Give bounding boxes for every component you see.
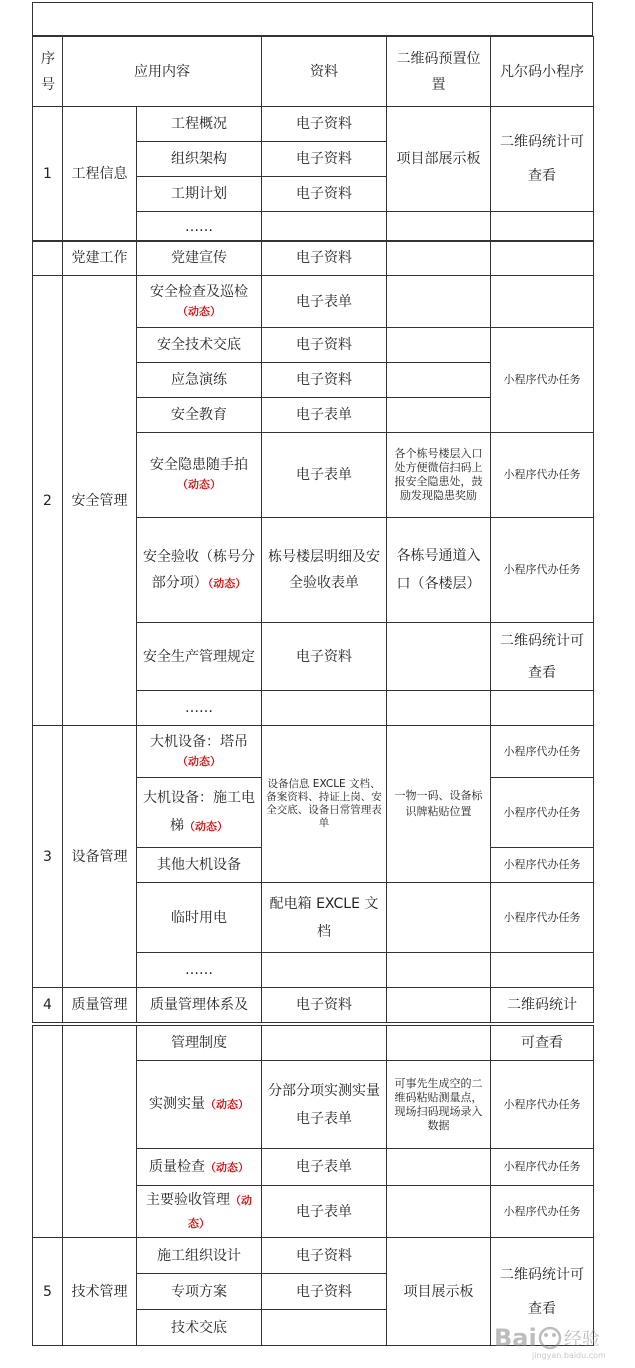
header-qr-position: 二维码预置位置 <box>387 37 491 107</box>
empty-cell <box>491 691 594 726</box>
item-name <box>137 778 262 848</box>
item-name: 其他大机设备 <box>137 848 262 883</box>
item-name-text: 安全隐患随手拍 <box>150 457 248 473</box>
table-row <box>33 1238 594 1274</box>
item-name: 安全教育 <box>137 398 262 433</box>
empty-cell <box>387 212 491 242</box>
empty-cell <box>387 328 491 363</box>
mini-program: 小程序代办任务 <box>491 726 594 778</box>
table-row <box>33 726 594 778</box>
header-content: 应用内容 <box>63 37 262 107</box>
item-name: 安全生产管理规定 <box>137 623 262 691</box>
mini-program: 二维码统计可查看 <box>491 107 594 212</box>
item-material: 配电箱 EXCLE 文档 <box>262 883 387 953</box>
empty-cell <box>262 212 387 242</box>
item-material: 电子资料 <box>262 177 387 212</box>
mini-program: 小程序代办任务 <box>491 518 594 623</box>
qr-position: 项目部展示板 <box>387 107 491 212</box>
empty-cell <box>63 1026 137 1238</box>
item-name-text: 实测实量 <box>149 1096 205 1112</box>
mini-program: 小程序代办任务 <box>491 848 594 883</box>
header-material: 资料 <box>262 37 387 107</box>
empty-cell <box>262 691 387 726</box>
item-material: 分部分项实测实量电子表单 <box>262 1061 387 1149</box>
svg-text:经验: 经验 <box>564 1329 600 1350</box>
header-seq: 序号 <box>33 37 63 107</box>
svg-text:jingyan.baidu.com: jingyan.baidu.com <box>532 1351 606 1360</box>
empty-cell <box>387 953 491 988</box>
section-number: 4 <box>33 988 63 1023</box>
item-material: 电子表单 <box>262 398 387 433</box>
qr-position: 各个栋号楼层入口处方便微信扫码上报安全隐患处，鼓励发现隐患奖励 <box>387 433 491 518</box>
section-number: 5 <box>33 1238 63 1346</box>
mini-program: 二维码统计可查看 <box>491 623 594 691</box>
empty-cell <box>262 1026 387 1061</box>
section-number: 3 <box>33 726 63 988</box>
qr-position: 一物一码、设备标识牌粘贴位置 <box>387 726 491 883</box>
item-name <box>137 518 262 623</box>
ellipsis: …… <box>137 212 262 242</box>
item-name: 工程概况 <box>137 107 262 142</box>
item-name <box>137 1061 262 1149</box>
item-name: 施工组织设计 <box>137 1238 262 1274</box>
section-category: 设备管理 <box>63 726 137 988</box>
dynamic-tag: （动态） <box>205 1160 249 1174</box>
item-material: 电子表单 <box>262 1186 387 1238</box>
empty-cell <box>387 1026 491 1061</box>
mini-program: 小程序代办任务 <box>491 328 594 433</box>
dynamic-tag: （动态） <box>205 1098 249 1111</box>
item-name <box>137 1186 262 1238</box>
item-name-text: 质量检查 <box>149 1158 205 1175</box>
header-row <box>33 37 594 107</box>
qr-position: 各栋号通道入口（各楼层） <box>387 518 491 623</box>
item-material: 电子表单 <box>262 433 387 518</box>
section-number: 2 <box>33 276 63 726</box>
section-category: 质量管理 <box>63 988 137 1023</box>
empty-cell <box>387 276 491 328</box>
item-name: 组织架构 <box>137 142 262 177</box>
empty-cell <box>33 1026 63 1238</box>
empty-cell <box>387 363 491 398</box>
item-material: 电子表单 <box>262 1149 387 1186</box>
item-name-text: 安全检查及巡检 <box>150 283 248 300</box>
empty-cell <box>387 1186 491 1238</box>
mini-program: 二维码统计 <box>491 988 594 1023</box>
item-name <box>137 433 262 518</box>
item-name: 质量管理体系及 <box>137 988 262 1023</box>
mini-program: 小程序代办任务 <box>491 433 594 518</box>
empty-cell <box>387 398 491 433</box>
item-name: 安全技术交底 <box>137 328 262 363</box>
item-name: 工期计划 <box>137 177 262 212</box>
qr-position: 项目展示板 <box>387 1238 491 1346</box>
mini-program: 可查看 <box>491 1026 594 1061</box>
dynamic-tag: （动态） <box>188 1193 252 1230</box>
mini-program: 二维码统计可查看 <box>491 1238 594 1346</box>
table-block-3 <box>32 1025 594 1346</box>
empty-cell <box>33 241 63 276</box>
item-name-text: 主要验收管理 <box>146 1191 230 1208</box>
title-row-blank <box>32 2 593 36</box>
table-row <box>33 107 594 142</box>
item-material: 电子资料 <box>262 241 387 276</box>
empty-cell <box>387 241 491 276</box>
dynamic-tag: （动态） <box>207 576 247 590</box>
item-material: 电子资料 <box>262 107 387 142</box>
item-material: 电子表单 <box>262 276 387 328</box>
table-row <box>33 241 594 276</box>
svg-text:Bai: Bai <box>494 1324 537 1352</box>
item-material: 电子资料 <box>262 1274 387 1310</box>
dynamic-tag: （动态） <box>177 478 221 491</box>
table-row <box>33 988 594 1023</box>
section-category: 工程信息 <box>63 107 137 242</box>
empty-cell <box>387 1149 491 1186</box>
item-name: 技术交底 <box>137 1310 262 1346</box>
header-mini-program: 凡尔码小程序 <box>491 37 594 107</box>
empty-cell <box>262 953 387 988</box>
section-category: 技术管理 <box>63 1238 137 1346</box>
item-material: 电子资料 <box>262 328 387 363</box>
section-category: 安全管理 <box>63 276 137 726</box>
item-material: 栋号楼层明细及安全验收表单 <box>262 518 387 623</box>
item-material: 设备信息 EXCLE 文档、备案资料、持证上岗、安全交底、设备日常管理表单 <box>262 726 387 883</box>
table-row <box>33 1026 594 1061</box>
mini-program: 小程序代办任务 <box>491 883 594 953</box>
empty-cell <box>491 276 594 328</box>
item-name: 专项方案 <box>137 1274 262 1310</box>
item-material: 电子资料 <box>262 1238 387 1274</box>
ellipsis: …… <box>137 691 262 726</box>
item-material: 电子资料 <box>262 363 387 398</box>
item-name <box>137 276 262 328</box>
item-material: 电子资料 <box>262 988 387 1023</box>
item-name <box>137 1149 262 1186</box>
empty-cell <box>491 212 594 242</box>
item-name: 应急演练 <box>137 363 262 398</box>
item-name: 党建宣传 <box>137 241 262 276</box>
item-name <box>137 726 262 778</box>
section-number: 1 <box>33 107 63 242</box>
empty-cell <box>387 623 491 691</box>
item-name: 管理制度 <box>137 1026 262 1061</box>
party-category: 党建工作 <box>63 241 137 276</box>
item-material: 电子资料 <box>262 623 387 691</box>
table-block-1 <box>32 36 594 242</box>
item-name-text: 大机设备：塔吊 <box>150 733 248 750</box>
mini-program: 小程序代办任务 <box>491 1061 594 1149</box>
mini-program: 小程序代办任务 <box>491 778 594 848</box>
mini-program: 小程序代办任务 <box>491 1186 594 1238</box>
empty-cell <box>262 1310 387 1346</box>
empty-cell <box>387 691 491 726</box>
ellipsis: …… <box>137 953 262 988</box>
empty-cell <box>491 241 594 276</box>
empty-cell <box>491 953 594 988</box>
table-block-2 <box>32 240 594 1023</box>
item-name-text: 大机设备：施工电梯 <box>143 790 255 834</box>
table-row <box>33 276 594 328</box>
baidu-watermark-logo <box>492 1318 617 1360</box>
dynamic-tag: （动态） <box>184 820 228 833</box>
dynamic-tag: （动态） <box>177 754 221 768</box>
empty-cell <box>387 988 491 1023</box>
item-name-text: 安全验收（栋号分部分项） <box>143 548 255 591</box>
item-name: 临时用电 <box>137 883 262 953</box>
item-material: 电子资料 <box>262 142 387 177</box>
empty-cell <box>387 883 491 953</box>
qr-position: 可事先生成空的二维码粘贴测量点，现场扫码现场录入数据 <box>387 1061 491 1149</box>
mini-program: 小程序代办任务 <box>491 1149 594 1186</box>
dynamic-tag: （动态） <box>177 304 221 318</box>
